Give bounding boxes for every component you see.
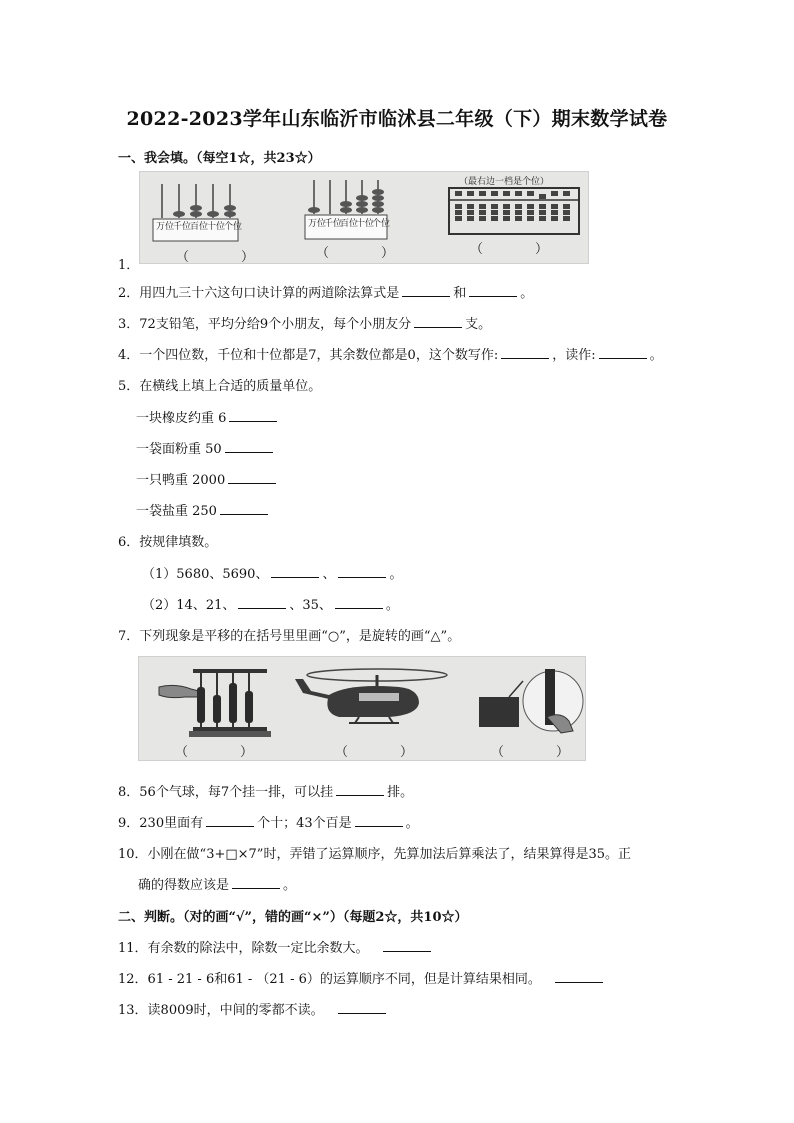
- q2-post: 。: [520, 286, 534, 301]
- q2-mid: 和: [453, 286, 467, 301]
- question-9: 9．230里面有 个十；43个百是 。: [118, 816, 419, 831]
- q2-blank-2[interactable]: [469, 285, 517, 297]
- abacus-a: [153, 184, 242, 241]
- answer-paren-abacus: （ ）: [175, 745, 254, 760]
- q12-blank[interactable]: [555, 971, 603, 983]
- q4-blank-1[interactable]: [501, 347, 549, 359]
- abacus-a-label-4: 个位: [224, 222, 243, 232]
- question-6: 6．按规律填数。: [118, 535, 218, 550]
- page-title: 2022-2023学年山东临沂市临沭县二年级（下）期末数学试卷: [126, 108, 668, 130]
- q5-item-4: 一袋盐重 250: [136, 500, 271, 519]
- q6a-blank-1[interactable]: [271, 566, 319, 578]
- q13-blank[interactable]: [338, 1002, 386, 1014]
- q4-post: 。: [649, 348, 663, 363]
- q5-blank-3[interactable]: [228, 472, 276, 484]
- abacus-c: [449, 175, 579, 234]
- q5-blank-4[interactable]: [220, 503, 268, 515]
- question-13: 13．读8009时，中间的零都不读。: [118, 999, 389, 1018]
- abacus-b-label-1: 千位: [324, 219, 343, 229]
- question-5: 5．在横线上填上合适的质量单位。: [118, 379, 322, 394]
- helicopter-picture: [295, 669, 447, 723]
- q5-item-3: 一只鸭重 2000: [136, 469, 279, 488]
- question-12: 12．61 - 21 - 6和61 - （21 - 6）的运算顺序不同，但是计算结果相同。: [118, 968, 606, 987]
- question-2: [118, 282, 533, 301]
- question-10-line-2: 确的得数应该是 。: [138, 878, 297, 893]
- q4-text: 4．一个四位数，千位和十位都是7，其余数位都是0，这个数写作:: [118, 348, 499, 363]
- q4-blank-2[interactable]: [599, 347, 647, 359]
- section-1-heading: 一、我会填。（每空1☆，共23☆）: [118, 151, 321, 166]
- q6a-blank-2[interactable]: [338, 566, 386, 578]
- q3-blank[interactable]: [414, 316, 462, 328]
- section-2-heading: 二、判断。（对的画“√”，错的画“×”）（每题2☆，共10☆）: [118, 910, 468, 925]
- q3-post: 支。: [465, 317, 492, 332]
- abacus-b: [305, 180, 390, 239]
- abacus-a-label-0: 万位: [156, 222, 175, 232]
- answer-paren-c: （ ）: [470, 242, 549, 257]
- q2-text: 2．用四九三十六这句口诀计算的两道除法算式是: [118, 286, 400, 301]
- q5-blank-1[interactable]: [229, 410, 277, 422]
- q6-part-2: （2）14、21、 、35、 。: [142, 598, 399, 613]
- answer-paren-b: （ ）: [316, 246, 395, 261]
- answer-paren-radio: （ ）: [491, 745, 570, 760]
- question-3: [118, 313, 491, 332]
- question-8: 8．56个气球，每7个挂一排，可以挂 排。: [118, 785, 414, 800]
- abacus-a-label-1: 千位: [173, 222, 192, 232]
- q4-mid: ，读作:: [552, 348, 596, 363]
- radio-switch-picture: [479, 669, 583, 733]
- question-7: 7．下列现象是平移的在括号里里画“○”，是旋转的画“△”。: [118, 629, 461, 644]
- abacus-b-label-2: 百位: [340, 219, 359, 229]
- q9-blank-1[interactable]: [206, 815, 254, 827]
- question-11: 11．有余数的除法中，除数一定比余数大。: [118, 937, 434, 956]
- abacus-b-label-3: 十位: [356, 219, 375, 229]
- q5-item-2: 一袋面粉重 50: [136, 438, 276, 457]
- q11-blank[interactable]: [383, 940, 431, 952]
- answer-paren-a: （ ）: [176, 250, 255, 264]
- abacus-a-label-3: 十位: [207, 222, 226, 232]
- q8-blank[interactable]: [336, 784, 384, 796]
- q5-blank-2[interactable]: [225, 441, 273, 453]
- motion-figure: [138, 656, 586, 761]
- q5-item-1: 一块橡皮约重 6: [136, 407, 280, 426]
- question-4: [118, 344, 663, 363]
- answer-paren-helicopter: （ ）: [335, 745, 414, 760]
- q10-blank[interactable]: [232, 877, 280, 889]
- q9-blank-2[interactable]: [355, 815, 403, 827]
- q2-blank-1[interactable]: [402, 285, 450, 297]
- abacus-c-header: （最右边一档是个位）: [459, 177, 550, 187]
- abacus-b-label-4: 个位: [372, 219, 391, 229]
- abacus-figure: [139, 171, 589, 264]
- q1-number: 1．: [118, 258, 140, 273]
- abacus-a-label-2: 百位: [190, 222, 209, 232]
- q6-part-1: （1）5680、5690、 、 。: [142, 567, 403, 582]
- abacus-b-label-0: 万位: [308, 219, 327, 229]
- q6b-blank-2[interactable]: [335, 597, 383, 609]
- q3-text: 3．72支铅笔，平均分给9个小朋友，每个小朋友分: [118, 317, 412, 332]
- abacus-hand-picture: [159, 669, 271, 737]
- q6b-blank-1[interactable]: [238, 597, 286, 609]
- question-10-line-1: 10．小刚在做“3+□×7”时，弄错了运算顺序，先算加法后算乘法了，结果算得是35。正: [118, 847, 631, 862]
